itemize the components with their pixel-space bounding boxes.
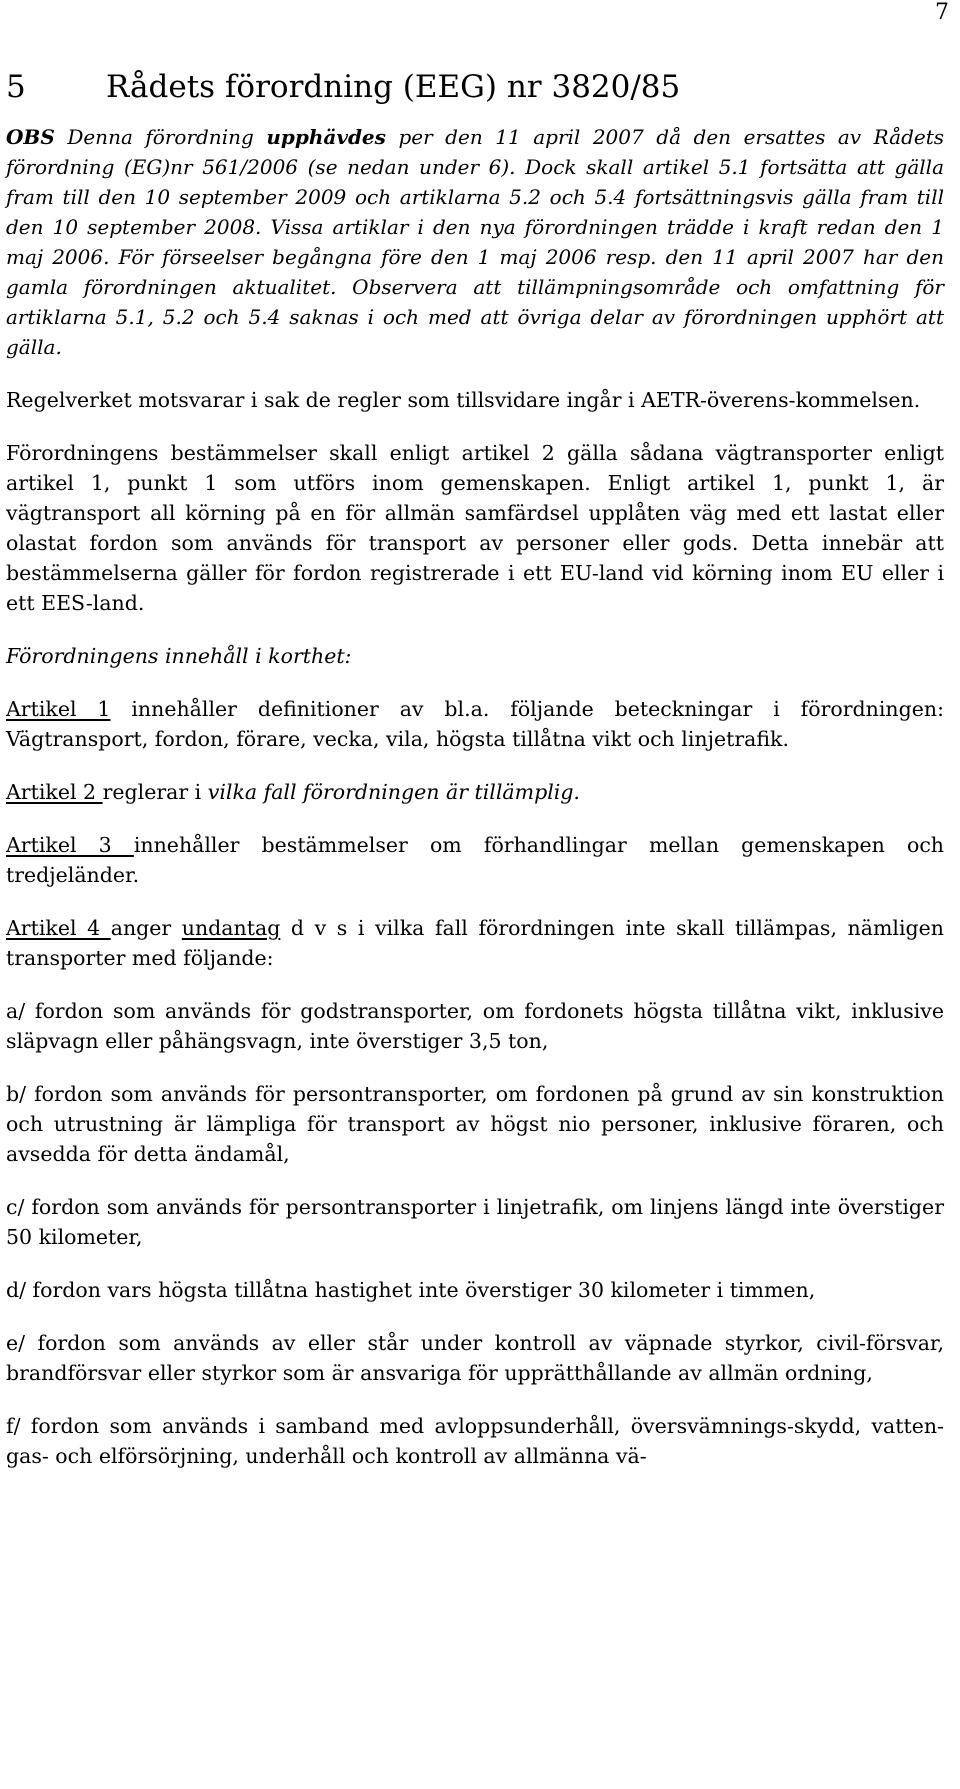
article-4-paragraph xyxy=(6,913,944,973)
list-item-b: b/ fordon som används för persontransporter, om fordonen på grund av sin konstruktion och utrustning är lämpliga för transport av högst nio personer, inklusive föraren, och avsedda för detta ändamål, xyxy=(6,1082,944,1166)
obs-emphasis: upphävdes xyxy=(266,125,386,149)
article-2-paragraph xyxy=(6,777,944,807)
section-title: Rådets förordning (EEG) nr 3820/85 xyxy=(106,69,681,105)
article-3-text: innehåller bestämmelser om förhandlingar mellan gemenskapen och tredjeländer. xyxy=(6,833,945,887)
aetr-paragraph: Regelverket motsvarar i sak de regler som tillsvidare ingår i AETR-överens-kommelsen. xyxy=(6,388,921,412)
obs-note xyxy=(6,122,944,362)
section-heading xyxy=(6,68,944,106)
article-1-text: innehåller definitioner av bl.a. följande beteckningar i förordningen: Vägtransport, fordon, förare, vecka, vila, högsta tillåtna vikt och linjetrafik. xyxy=(6,697,945,751)
list-item-c: c/ fordon som används för persontransporter i linjetrafik, om linjens längd inte överstiger 50 kilometer, xyxy=(6,1195,944,1249)
summary-heading: Förordningens innehåll i korthet: xyxy=(6,644,352,668)
article-4-label: Artikel 4 xyxy=(6,916,111,940)
article-4-emphasis: undantag xyxy=(181,916,281,940)
article-2-label: Artikel 2 xyxy=(6,780,103,804)
obs-label: OBS xyxy=(6,125,55,149)
article-2-text: reglerar i xyxy=(102,780,208,804)
document-body xyxy=(6,68,944,1471)
obs-text-1: Denna förordning xyxy=(54,125,267,149)
article-1-paragraph xyxy=(6,694,944,754)
article-2-emphasis: vilka fall förordningen är tillämplig. xyxy=(207,780,580,804)
page-number: 7 xyxy=(935,0,949,25)
scope-paragraph: Förordningens bestämmelser skall enligt artikel 2 gälla sådana vägtransporter enligt artikel 1, punkt 1 som utförs inom gemenskapen. Enligt artikel 1, punkt 1, är vägtransport all körning på en för allmän samfärdsel upplåten väg med ett lastat eller olastat fordon som används för transport av personer eller gods. Detta innebär att bestämmelserna gäller för fordon registrerade i ett EU-land vid körning inom EU eller i ett EES-land. xyxy=(6,441,944,615)
article-4-text-2: d v s i vilka fall förordningen inte skall tillämpas, nämligen transporter med följande: xyxy=(6,916,944,970)
list-item-e: e/ fordon som används av eller står under kontroll av väpnade styrkor, civil-försvar, brandförsvar eller styrkor som är ansvariga för upprätthållande av allmän ordning, xyxy=(6,1331,944,1385)
article-1-label: Artikel 1 xyxy=(6,697,111,721)
article-3-label: Artikel 3 xyxy=(6,833,134,857)
section-number: 5 xyxy=(6,69,26,105)
list-item-d: d/ fordon vars högsta tillåtna hastighet inte överstiger 30 kilometer i timmen, xyxy=(6,1278,816,1302)
list-item-a: a/ fordon som används för godstransporter, om fordonets högsta tillåtna vikt, inklusive släpvagn eller påhängsvagn, inte överstiger 3,5 ton, xyxy=(6,999,944,1053)
list-item-f: f/ fordon som används i samband med avloppsunderhåll, översvämnings-skydd, vatten- gas- och elförsörjning, underhåll och kontroll av allmänna vä- xyxy=(6,1414,944,1468)
article-3-paragraph xyxy=(6,830,944,890)
obs-text-2: per den 11 april 2007 då den ersattes av Rådets förordning (EG)nr 561/2006 (se nedan under 6). Dock skall artikel 5.1 fortsätta att gälla fram till den 10 september 2009 och artiklarna 5.2 och 5.4 fortsättningsvis gälla fram till den 10 september 2008. Vissa artiklar i den nya förordningen trädde i kraft redan den 1 maj 2006. För förseelser begångna före den 1 maj 2006 resp. den 11 april 2007 har den gamla förordningen aktualitet. Observera att tillämpningsområde och omfattning för artiklarna 5.1, 5.2 och 5.4 saknas i och med att övriga delar av förordningen upphört att gälla. xyxy=(6,125,945,359)
article-4-text-1: anger xyxy=(110,916,182,940)
